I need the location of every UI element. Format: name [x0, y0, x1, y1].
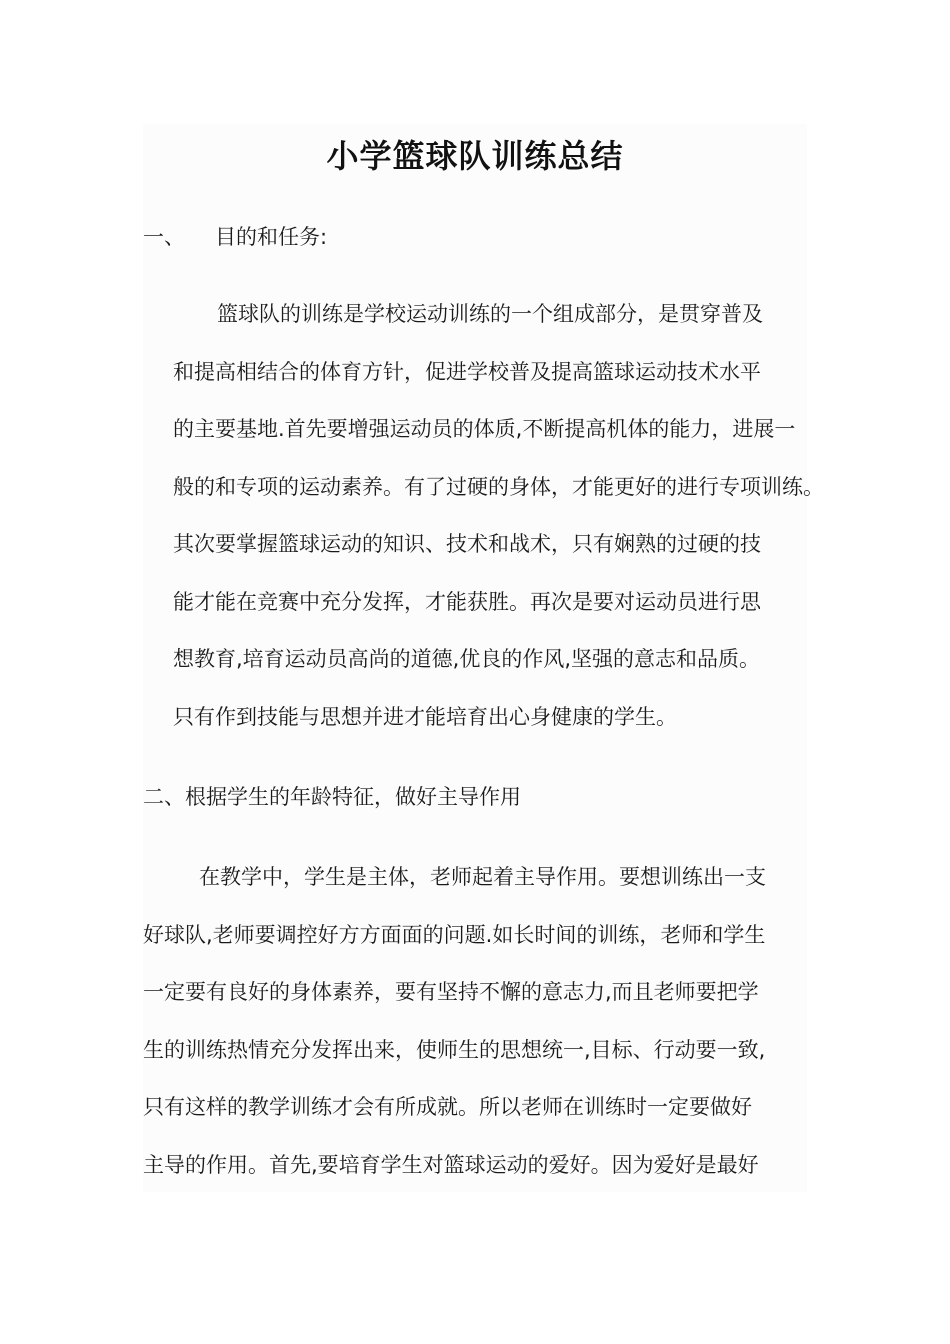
document-title: 小学篮球队训练总结 — [326, 137, 624, 175]
paragraph-line: 想教育,培育运动员高尚的道德,优良的作风,坚强的意志和品质。 — [173, 647, 761, 671]
paragraph-line: 只有作到技能与思想并进才能培育出心身健康的学生。 — [173, 704, 677, 729]
paragraph-line: 在教学中，学生是主体，老师起着主导作用。要想训练出一支 — [199, 865, 766, 889]
section-2-paragraph — [143, 849, 766, 1194]
paragraph-line: 一定要有良好的身体素养，要有坚持不懈的意志力,而且老师要把学 — [143, 980, 759, 1004]
paragraph-line: 其次要掌握篮球运动的知识、技术和战术，只有娴熟的过硬的技 — [173, 532, 761, 556]
paragraph-line: 主导的作用。首先,要培育学生对篮球运动的爱好。因为爱好是最好 — [143, 1152, 759, 1177]
section-2-heading: 二、根据学生的年龄特征，做好主导作用 — [143, 785, 521, 809]
paragraph-line: 只有这样的教学训练才会有所成就。所以老师在训练时一定要做好 — [143, 1095, 752, 1119]
paragraph-line: 篮球队的训练是学校运动训练的一个组成部分，是贯穿普及 — [217, 302, 763, 326]
paragraph-line: 般的和专项的运动素养。有了过硬的身体，才能更好的进行专项训练。 — [173, 474, 824, 499]
section-1-heading-text: 目的和任务: — [215, 225, 328, 249]
paragraph-line: 好球队,老师要调控好方方面面的问题.如长时间的训练，老师和学生 — [143, 922, 766, 947]
paragraph-line: 生的训练热情充分发挥出来，使师生的思想统一,目标、行动要一致, — [143, 1037, 766, 1062]
paragraph-line: 的主要基地.首先要增强运动员的体质,不断提高机体的能力，进展一 — [173, 417, 796, 441]
section-1-paragraph — [173, 286, 824, 746]
paragraph-line: 能才能在竞赛中充分发挥，才能获胜。再次是要对运动员进行思 — [173, 589, 761, 614]
section-1-number: 一、 — [143, 225, 185, 249]
paragraph-line: 和提高相结合的体育方针，促进学校普及提高篮球运动技术水平 — [173, 359, 761, 384]
section-1-heading — [143, 222, 327, 252]
